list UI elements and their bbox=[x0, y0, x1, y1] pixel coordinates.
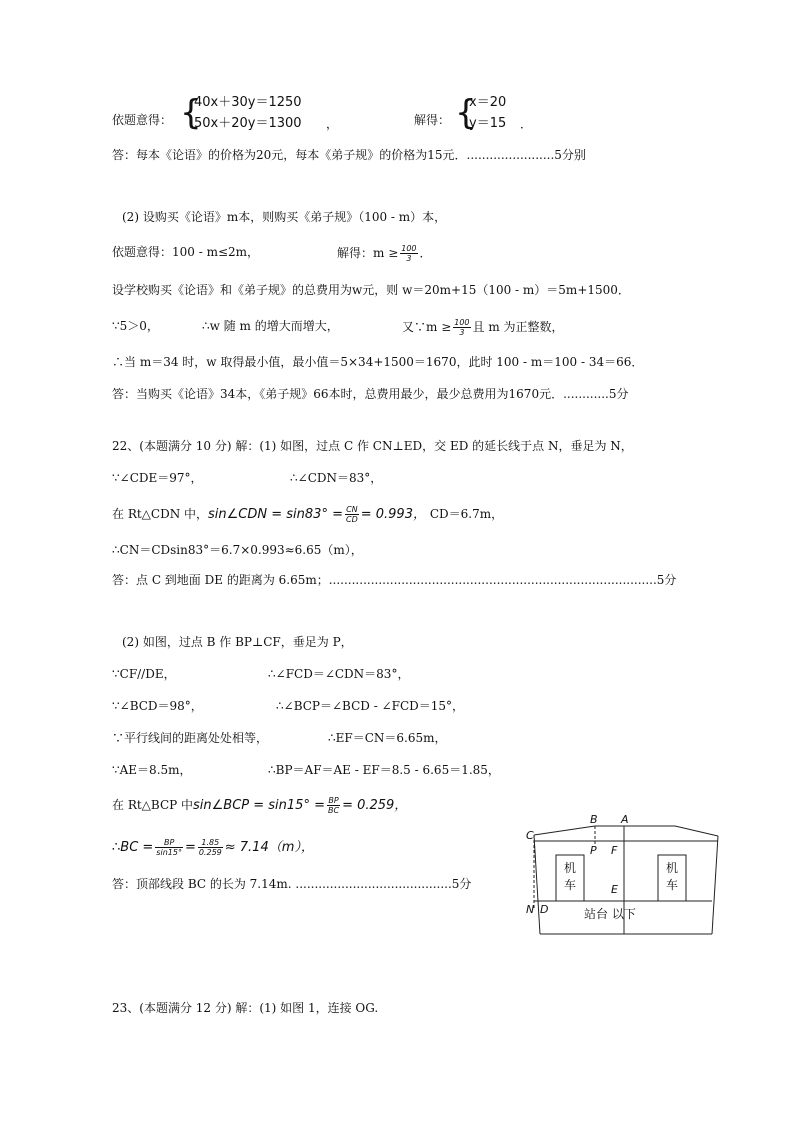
solution-values bbox=[469, 92, 506, 134]
label-D: D bbox=[540, 903, 549, 916]
part2-line5: ∴当 m＝34 时，w 取得最小值，最小值＝5×34+1500＝1670，此时 100 - m＝100 - 34＝66． bbox=[112, 355, 644, 369]
system-brace: { bbox=[180, 93, 202, 133]
solution-label: 解得： bbox=[414, 113, 451, 127]
fraction-bp-sin15: $\frac{BP}{\sin 15^\circ}$ bbox=[156, 838, 182, 857]
q22p2-line2a: ∵CF//DE， bbox=[112, 667, 176, 681]
q22p2-line6: 在 Rt△BCP 中sin∠BCP = sin15° = $\frac{BP}{BC}$ = 0.259， bbox=[112, 796, 408, 815]
solution-x: x＝20 bbox=[469, 95, 507, 110]
part2-inequality: 解得：m ≥ $\frac{100}{3}$ ． bbox=[337, 244, 432, 263]
loco-left-char2: 车 bbox=[564, 878, 577, 892]
label-N: N bbox=[526, 903, 535, 916]
q22p2-line4b: ∴EF＝CN＝6.65m， bbox=[328, 731, 447, 745]
loco-right-char1: 机 bbox=[666, 861, 679, 875]
equation-2: 50x＋20y＝1300 bbox=[194, 116, 302, 131]
label-C: C bbox=[526, 829, 534, 842]
q22-line4: ∴CN＝CDsin83°＝6.7×0.993≈6.65（m）， bbox=[112, 543, 363, 557]
fraction-100-3: $\frac{100}{3}$ bbox=[401, 244, 417, 263]
solution-suffix: ． bbox=[520, 117, 533, 131]
label-E: E bbox=[611, 883, 618, 896]
label-F: F bbox=[611, 844, 618, 857]
system-suffix: ， bbox=[326, 117, 339, 131]
fraction-185-0259: $\frac{1.85}{0.259}$ bbox=[198, 838, 222, 857]
q22p2-line7: ∴BC = $\frac{BP}{\sin 15^\circ}$ = $\frac{1.85}{0.259}$ ≈ 7.14（m）， bbox=[112, 838, 314, 857]
part2-line4b: ∴w 随 m 的增大而增大， bbox=[202, 319, 339, 333]
q22-line1: 22、(本题满分 10 分) 解：(1) 如图，过点 C 作 CN⊥ED，交 ED 的延长线于点 N，垂足为 N， bbox=[112, 439, 633, 453]
q22p2-line3b: ∴∠BCP＝∠BCD - ∠FCD＝15°， bbox=[276, 699, 465, 713]
part2-line4a: ∵5＞0， bbox=[112, 319, 159, 333]
loco-right-char2: 车 bbox=[666, 878, 679, 892]
system-equations bbox=[194, 92, 302, 134]
fraction-cn-cd: $\frac{CN}{CD}$ bbox=[345, 505, 358, 524]
fraction-bp-bc: $\frac{BP}{BC}$ bbox=[327, 796, 340, 815]
geometry-figure bbox=[520, 808, 725, 938]
q22-answer: 答：点 C 到地面 DE 的距离为 6.65m；......................................................................................5分 bbox=[112, 573, 677, 587]
q23-line1: 23、(本题满分 12 分) 解：(1) 如图 1，连接 OG. bbox=[112, 1001, 379, 1015]
q22-line2a: ∵∠CDE＝97°， bbox=[112, 471, 203, 485]
part2-line1: (2) 设购买《论语》m本，则购买《弟子规》（100 - m）本， bbox=[122, 210, 447, 224]
q22p2-answer: 答：顶部线段 BC 的长为 7.14m. .........................................5分 bbox=[112, 877, 472, 891]
q22-line3: 在 Rt△CDN 中，sin∠CDN = sin83° = $\frac{CN}{CD}$ = 0.993， CD＝6.7m， bbox=[112, 505, 504, 524]
label-B: B bbox=[590, 813, 598, 826]
loco-left-char1: 机 bbox=[564, 861, 577, 875]
q22p2-line5a: ∵AE＝8.5m， bbox=[112, 763, 192, 777]
part2-line4c: 又∵m ≥ $\frac{100}{3}$ 且 m 为正整数， bbox=[402, 318, 564, 337]
solution-y: y＝15 bbox=[469, 116, 507, 131]
q22p2-line5b: ∴BP＝AF＝AE - EF＝8.5 - 6.65＝1.85， bbox=[268, 763, 500, 777]
answer-1: 答：每本《论语》的价格为20元，每本《弟子规》的价格为15元．.......................5分别 bbox=[112, 148, 586, 162]
platform-label: 站台 以下 bbox=[584, 907, 636, 921]
part2-line3: 设学校购买《论语》和《弟子规》的总费用为w元，则 w＝20m+15（100 - m）＝5m+1500． bbox=[112, 283, 630, 297]
fraction-100-3: $\frac{100}{3}$ bbox=[454, 318, 470, 337]
part2-line2: 依题意得：100 - m≤2m， bbox=[112, 245, 260, 259]
q22p2-line1: (2) 如图，过点 B 作 BP⊥CF，垂足为 P， bbox=[122, 635, 353, 649]
q22p2-line2b: ∴∠FCD＝∠CDN＝83°， bbox=[268, 667, 410, 681]
system-label: 依题意得： bbox=[112, 113, 173, 127]
label-P: P bbox=[590, 844, 597, 857]
label-A: A bbox=[621, 813, 629, 826]
q22-line2b: ∴∠CDN＝83°， bbox=[290, 471, 383, 485]
equation-1: 40x＋30y＝1250 bbox=[194, 95, 302, 110]
q22p2-line4a: ∵平行线间的距离处处相等， bbox=[112, 731, 269, 745]
part2-answer: 答：当购买《论语》34本，《弟子规》66本时，总费用最少，最少总费用为1670元．............5分 bbox=[112, 387, 629, 401]
q22p2-line3a: ∵∠BCD＝98°， bbox=[112, 699, 203, 713]
solution-brace: { bbox=[455, 93, 477, 133]
